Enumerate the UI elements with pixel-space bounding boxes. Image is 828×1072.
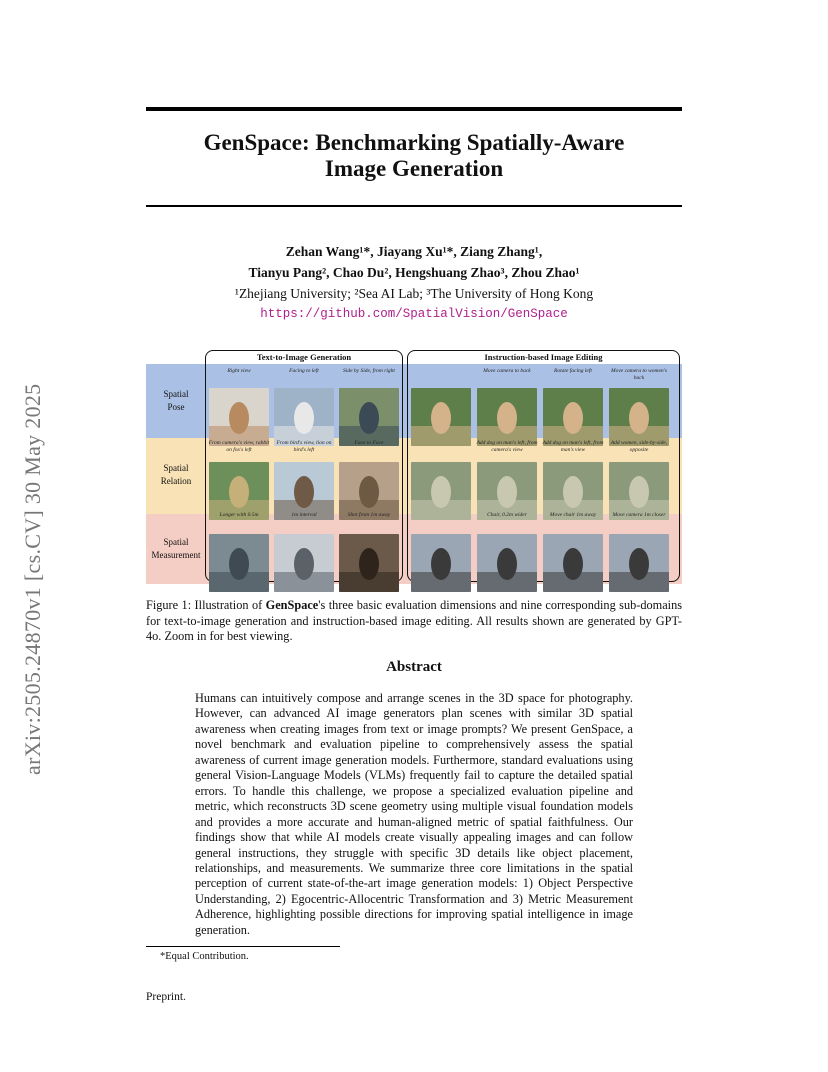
figure-1 bbox=[146, 348, 682, 584]
t2i-caption-r1c2: Face to Face bbox=[354, 440, 384, 446]
edit-caption-r0c2: Rotate facing left bbox=[554, 368, 592, 374]
figure-caption bbox=[146, 598, 682, 645]
edit-image-r0c1 bbox=[477, 388, 537, 446]
caption-rest: 's three basic evaluation dimensions and nine corresponding sub-domains for text-to-image generation and instruction-based image editing. All results shown are generated by GPT-4o. Zoom in for best viewing. bbox=[146, 598, 683, 643]
caption-genspace: GenSpace bbox=[265, 598, 319, 612]
row-label-pose-1: Spatial bbox=[163, 389, 189, 399]
edit-image-r2c0 bbox=[411, 534, 471, 592]
t2i-caption-r0c0: Right view bbox=[227, 368, 251, 374]
edit-caption-r2c2: Move chair 1m away bbox=[549, 512, 597, 518]
t2i-image-r0c0 bbox=[209, 388, 269, 446]
caption-prefix: Figure 1: Illustration of bbox=[146, 598, 266, 612]
t2i-image-r2c0 bbox=[209, 534, 269, 592]
t2i-header: Text-to-Image Generation bbox=[256, 352, 352, 362]
footnote: *Equal Contribution. bbox=[160, 951, 249, 962]
affiliations: ¹Zhejiang University; ²Sea AI Lab; ³The University of Hong Kong bbox=[234, 286, 594, 301]
edit-image-r0c0 bbox=[411, 388, 471, 446]
row-label-relation-1: Spatial bbox=[163, 463, 189, 473]
authors-line-1: Zehan Wang¹*, Jiayang Xu¹*, Ziang Zhang¹, bbox=[285, 244, 543, 259]
t2i-image-r0c1 bbox=[274, 388, 334, 446]
t2i-image-r0c2 bbox=[339, 388, 399, 446]
edit-image-r0c2 bbox=[543, 388, 603, 446]
edit-caption-r0c3: Move camera to women's back bbox=[610, 368, 667, 381]
abstract-body: Humans can intuitively compose and arrange scenes in the 3D space for photography. However, can advanced AI image generators plan scenes with similar 3D spatial awareness when creating images from text or image prompts? We present GenSpace, a novel benchmark and evaluation pipeline to comprehensively assess the spatial awareness of current image generation models. Furthermore, standard evaluations using general Vision-Language Models (VLMs) frequently fail to capture the detailed spatial errors. To handle this challenge, we propose a specialized evaluation pipeline and metric, which reconstructs 3D scene geometry using multiple visual foundation models and provides a more accurate and human-aligned metric of spatial faithfulness. Our findings show that while AI models create visually appealing images and can follow general instructions, they struggle with specific 3D details like object placement, relationships, and measurements. We summarize three core limitations in the spatial perception of current state-of-the-art image generation models: 1) Object Perspective Understanding, 2) Egocentric-Allocentric Transformation and 3) Metric Measurement Adherence, highlighting possible directions for improving spatial intelligence in image generation. bbox=[195, 691, 633, 937]
edit-caption-r1c3: Add women, side-by-side, opposite bbox=[610, 440, 668, 453]
arxiv-stamp: arXiv:2505.24870v1 [cs.CV] 30 May 2025 bbox=[20, 383, 45, 775]
top-rule bbox=[146, 107, 682, 111]
t2i-caption-r2c0: Longer with 0.5m bbox=[219, 512, 259, 518]
row-label-relation-2: Relation bbox=[160, 476, 192, 486]
t2i-caption-r0c2: Side by Side, from right bbox=[343, 368, 395, 374]
title-line-2: Image Generation bbox=[324, 156, 504, 181]
row-label-measurement-1: Spatial bbox=[163, 537, 189, 547]
t2i-caption-r2c2: Shot from 1m away bbox=[347, 512, 391, 518]
t2i-caption-r1c1: From bird's view, lion on bird's left bbox=[276, 440, 332, 453]
edit-caption-r0c1: Move camera to back bbox=[483, 368, 531, 374]
row-label-pose-2: Pose bbox=[167, 402, 185, 412]
title-bottom-rule bbox=[146, 205, 682, 207]
abstract-heading: Abstract bbox=[386, 659, 442, 675]
t2i-image-r2c1 bbox=[274, 534, 334, 592]
edit-header: Instruction-based Image Editing bbox=[484, 352, 603, 362]
edit-image-r2c3 bbox=[609, 534, 669, 592]
row-label-relation bbox=[146, 462, 206, 488]
paper-title bbox=[146, 130, 682, 182]
edit-image-r1c0 bbox=[411, 462, 471, 520]
row-label-measurement bbox=[146, 536, 206, 562]
edit-image-r2c2 bbox=[543, 534, 603, 592]
t2i-caption-r1c0: From camera's view, rabbit on fox's left bbox=[208, 440, 270, 453]
edit-caption-r1c2: Add dog on man's left, from man's view bbox=[542, 440, 604, 453]
title-line-1: GenSpace: Benchmarking Spatially-Aware bbox=[203, 130, 625, 155]
footnote-rule bbox=[146, 946, 340, 947]
preprint-label: Preprint. bbox=[146, 991, 186, 1003]
t2i-image-r2c2 bbox=[339, 534, 399, 592]
edit-caption-r2c1: Chair, 0.2m wider bbox=[487, 512, 527, 518]
edit-caption-r1c1: Add dog on man's left, from camera's view bbox=[476, 440, 538, 453]
t2i-caption-r0c1: Facing to left bbox=[289, 368, 319, 374]
authors-line-2: Tianyu Pang², Chao Du², Hengshuang Zhao³, Zhou Zhao¹ bbox=[248, 265, 580, 280]
edit-caption-r2c3: Move camera 1m closer bbox=[612, 512, 666, 518]
t2i-caption-r2c1: 1m interval bbox=[291, 512, 317, 518]
edit-image-r2c1 bbox=[477, 534, 537, 592]
github-link[interactable]: https://github.com/SpatialVision/GenSpace bbox=[260, 307, 568, 321]
edit-image-r0c3 bbox=[609, 388, 669, 446]
row-label-measurement-2: Measurement bbox=[151, 550, 201, 560]
author-block bbox=[146, 241, 682, 325]
row-label-pose bbox=[146, 388, 206, 414]
